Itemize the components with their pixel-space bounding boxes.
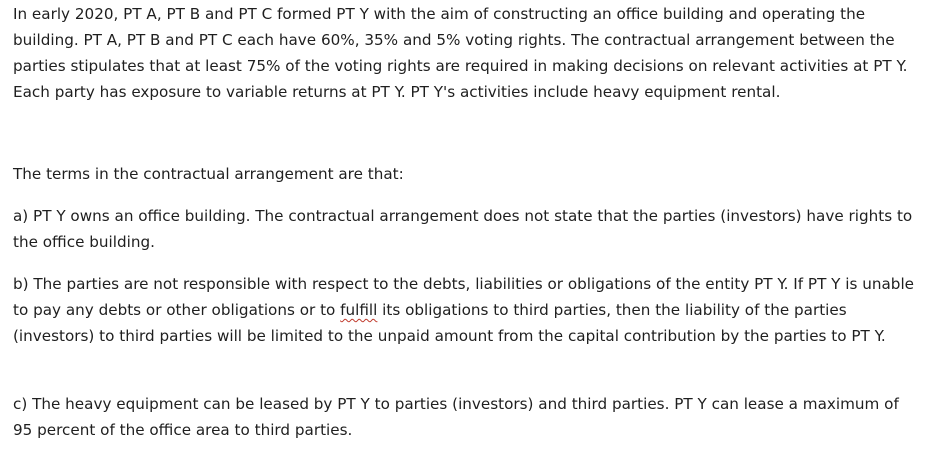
misspelled-word[interactable]: fulfill [340, 301, 378, 319]
term-a-paragraph: a) PT Y owns an office building. The contractual arrangement does not state that the parties (investors) have rights to the office building. [13, 207, 913, 251]
terms-heading: The terms in the contractual arrangement are that: [13, 165, 404, 183]
term-b-paragraph [13, 271, 919, 349]
term-b-text-end: its obligations to third parties, then the liability of the parties (investors) to third parties will be limited to the unpaid amount from the capital contribution by the parties to PT Y. [13, 301, 886, 345]
intro-paragraph: In early 2020, PT A, PT B and PT C formed PT Y with the aim of constructing an office building and operating the building. PT A, PT B and PT C each have 60%, 35% and 5% voting rights. The contractual arrangement between the parties stipulates that at least 75% of the voting rights are required in making decisions on relevant activities at PT Y. Each party has exposure to variable returns at PT Y. PT Y's activities include heavy equipment rental. [13, 5, 908, 101]
term-b-text-start: b) The parties are not responsible with respect to the debts, liabilities or obligations of the entity PT Y. If PT Y is unable to pay any debts or other obligations or to [13, 275, 915, 319]
term-c-paragraph: c) The heavy equipment can be leased by PT Y to parties (investors) and third parties. PT Y can lease a maximum of 95 percent of the office area to third parties. [13, 395, 899, 439]
